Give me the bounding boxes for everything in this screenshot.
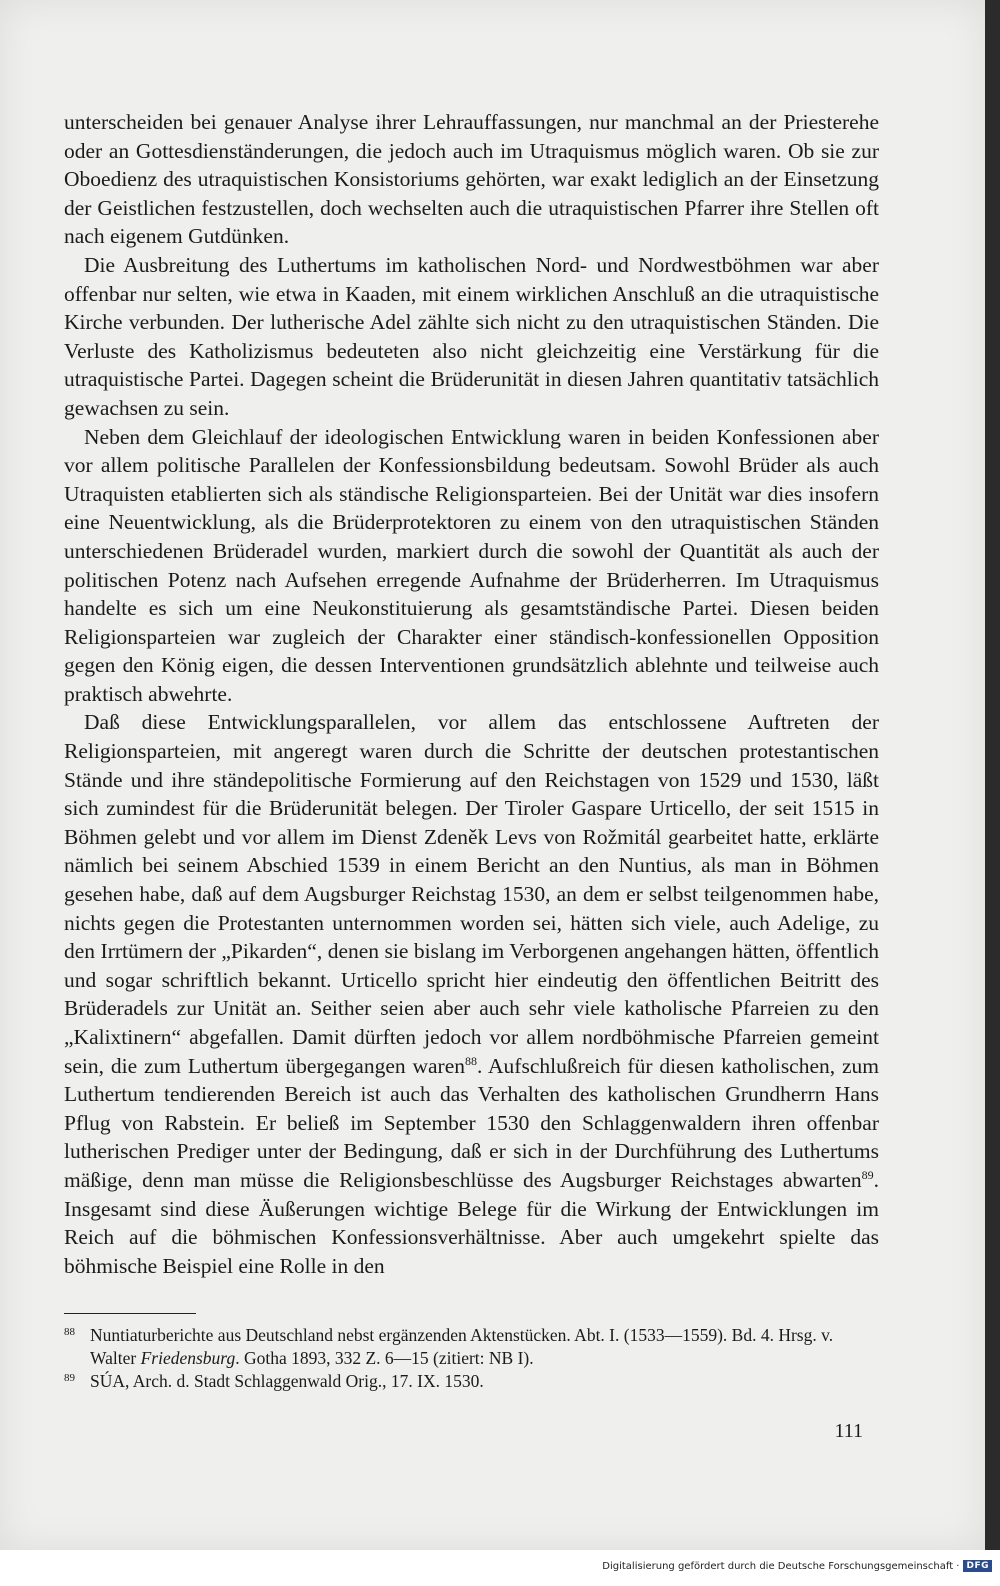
footnote-ref-89[interactable]: 89: [861, 1167, 874, 1182]
paragraph-4-part-2: . Aufschlußreich für diesen katholischen, zum Luthertum tendierenden Bereich ist auch das Verhalten des katholischen Grundherrn Hans Pflug von Rabstein. Er beließ im September 1530 den Schlaggenwaldern ihren offenbar lutherischen Prediger unter der Bedingung, daß er sich in der Durchführung des Luthertums mäßige, denn man müsse die Religionsbeschlüsse des Augsburger Reichstages abwarten: [64, 1053, 880, 1192]
footnote-ref-88[interactable]: 88: [465, 1053, 477, 1068]
footnote-divider: [64, 1313, 196, 1314]
funding-credit: [602, 1560, 992, 1572]
footnote-88: [64, 1324, 879, 1370]
footnote-number: 88: [64, 1326, 75, 1338]
credit-text: Digitalisierung gefördert durch die Deutsche Forschungsgemeinschaft ·: [602, 1560, 960, 1572]
main-text: [64, 108, 879, 1280]
page-number: 111: [834, 1420, 863, 1442]
footnote-author: Friedensburg: [140, 1348, 236, 1368]
paragraph-3: Neben dem Gleichlauf der ideologischen Entwicklung waren in beiden Konfessionen aber vor allem politische Parallelen der Konfessionsbildung bedeutsam. Sowohl Brüder als auch Utraquisten etablierten sich als ständische Religionsparteien. Bei der Unität war dies insofern eine Neuentwicklung, als die Brüderprotektoren zu einem von den utraquistischen Ständen unterschiedenen Brüderadel wurden, markiert durch die sowohl der Quantität als auch der politischen Potenz nach Aufsehen erregende Aufnahme der Brüderherren. Im Utraquismus handelte es sich um eine Neukonstituierung als gesamtständische Partei. Diesen beiden Religionsparteien war zugleich der Charakter einer ständisch-konfessionellen Opposition gegen den König eigen, die dessen Interventionen grundsätzlich ablehnte und teilweise auch praktisch abwehrte.: [64, 424, 879, 706]
paragraph-4-part-3: . Insgesamt sind diese Äußerungen wichtige Belege für die Wirkung der Entwicklungen im Reich auf die böhmischen Konfessionsverhältnisse. Aber auch umgekehrt spielte das böhmische Beispiel eine Rolle in den: [64, 1167, 879, 1278]
dfg-logo-icon: DFG: [963, 1560, 992, 1572]
paragraph-4: [64, 708, 879, 1280]
footnote-number: 89: [64, 1372, 75, 1384]
footnote-text-end: . Gotha 1893, 332 Z. 6—15 (zitiert: NB I).: [235, 1348, 534, 1368]
paragraph-1: unterscheiden bei genauer Analyse ihrer Lehrauffassungen, nur manchmal an der Priesterehe oder an Gottesdienständerungen, die jedoch auch im Utraquismus möglich waren. Ob sie zur Oboedienz des utraquistischen Konsistoriums gehörten, war exakt lediglich an der Einsetzung der Geistlichen festzustellen, doch wechselten auch die utraquistischen Pfarrer ihre Stellen oft nach eigenem Gutdünken.: [64, 110, 879, 249]
footer-bar: [0, 1550, 1000, 1586]
footnote-text: Nuntiaturberichte aus Deutschland nebst ergänzenden Aktenstücken. Abt. I. (1533—1559). Bd. 4. Hrsg. v. Walter: [90, 1325, 834, 1368]
footnotes: [64, 1324, 879, 1393]
paragraph-4-part-1: Daß diese Entwicklungsparallelen, vor allem das entschlossene Auftreten der Religionsparteien, mit angeregt waren durch die Schritte der deutschen protestantischen Stände und ihre ständepolitische Formierung auf den Reichstagen von 1529 und 1530, läßt sich zumindest für die Brüderunität belegen. Der Tiroler Gaspare Urticello, der seit 1515 in Böhmen gelebt und vor allem im Dienst Zdeněk Levs von Rožmitál gearbeitet hatte, erklärte nämlich bei seinem Abschied 1539 in einem Bericht an den Nuntius, als man in Böhmen gesehen habe, daß auf dem Augsburger Reichstag 1530, an dem er selbst teilgenommen habe, nichts gegen die Protestanten unternommen worden sei, hätten sich viele, auch Adelige, zu den Irrtümern der „Pikarden“, denen sie bislang im Verborgenen angehangen hätten, öffentlich und sogar schriftlich bekannt. Urticello spricht hier eindeutig den öffentlichen Beitritt des Brüderadels zur Unität an. Seither seien aber auch sehr viele katholische Pfarreien zu den „Kalixtinern“ abgefallen. Damit dürften jedoch vor allem nordböhmische Pfarreien gemeint sein, die zum Luthertum übergegangen waren: [64, 710, 879, 1078]
paragraph-2: Die Ausbreitung des Luthertums im katholischen Nord- und Nordwestböhmen war aber offenbar nur selten, wie etwa in Kaaden, mit einem wirklichen Anschluß an die utraquistische Kirche verbunden. Der lutherische Adel zählte sich nicht zu den utraquistischen Ständen. Die Verluste des Katholizismus bedeuteten also nicht gleichzeitig eine Verstärkung für die utraquistische Partei. Dagegen scheint die Brüderunität in diesen Jahren quantitativ tatsächlich gewachsen zu sein.: [64, 252, 879, 420]
footnote-text: SÚA, Arch. d. Stadt Schlaggenwald Orig., 17. IX. 1530.: [90, 1371, 484, 1391]
footnote-89: [64, 1370, 879, 1393]
